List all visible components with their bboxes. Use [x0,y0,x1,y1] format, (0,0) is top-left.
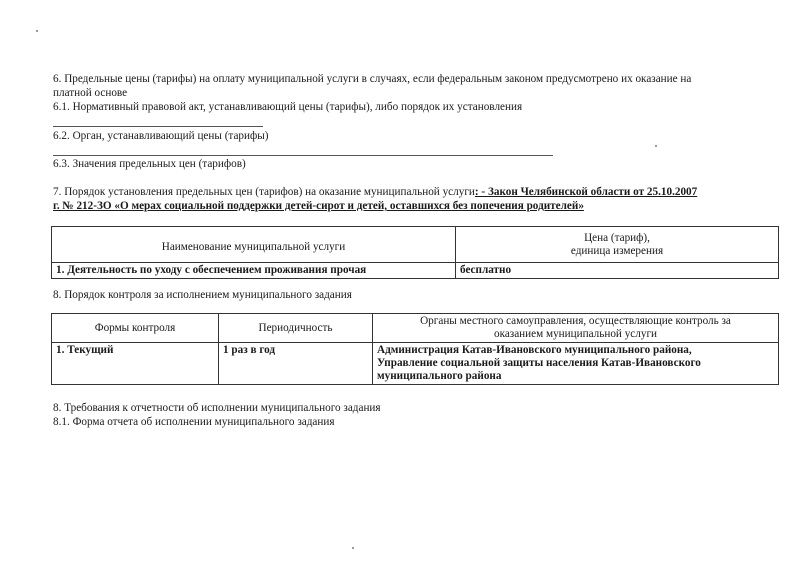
section8-title: 8. Порядок контроля за исполнением муниципального задания [53,289,352,301]
scan-speck [352,547,354,549]
control-header-organs-line1: Органы местного самоуправления, осуществляющие контроль за [420,315,731,327]
control-row-organs-line1: Администрация Катав-Ивановского муниципального района, [377,344,692,356]
control-row-period: 1 раз в год [219,343,373,385]
table-row [52,263,779,279]
section7-line1 [53,186,697,199]
section7-prefix: 7. Порядок установления предельных цен (тарифов) на оказание муниципальной услуги [53,186,475,198]
control-header-organs [373,314,779,343]
blank-line-6-2 [53,155,553,156]
price-table-header-price [456,227,779,263]
control-table-header-row [52,314,779,343]
section6-1: 6.1. Нормативный правовой акт, устанавливающий цены (тарифы), либо порядок их установления [53,101,523,113]
price-header-line1: Цена (тариф), [584,231,650,244]
control-header-organs-line2: оказанием муниципальной услуги [493,328,658,340]
price-header-line2: единица измерения [570,244,664,257]
section7-law-part1: : - Закон Челябинской области от 25.10.2007 [474,186,698,198]
price-table [51,226,779,279]
price-table-header-service: Наименование муниципальной услуги [52,227,456,263]
section6-line2: платной основе [53,87,128,99]
control-row-form: 1. Текущий [52,343,219,385]
price-table-header-row [52,227,779,263]
scan-speck [655,145,657,147]
section8-1: 8.1. Форма отчета об исполнении муниципального задания [53,416,335,428]
control-header-form: Формы контроля [52,314,219,343]
price-row-service: 1. Деятельность по уходу с обеспечением проживания прочая [52,263,456,279]
price-row-price: бесплатно [456,263,779,279]
control-row-organs-line2: Управление социальной защиты населения Катав-Ивановского [377,357,701,369]
control-row-organs [373,343,779,385]
section6-2: 6.2. Орган, устанавливающий цены (тарифы) [53,130,269,142]
section6-3: 6.3. Значения предельных цен (тарифов) [53,158,246,170]
control-header-period: Периодичность [219,314,373,343]
scan-speck [36,30,38,32]
section8-requirements: 8. Требования к отчетности об исполнении муниципального задания [53,402,381,414]
section7-law-part2: г. № 212-ЗО «О мерах социальной поддержки детей-сирот и детей, оставшихся без попечения родителей» [53,200,584,212]
section6-line1: 6. Предельные цены (тарифы) на оплату муниципальной услуги в случаях, если федеральным законом предусмотрено их оказание на [53,73,692,85]
control-row-organs-line3: муниципального района [377,370,502,382]
blank-line-6-1 [53,126,263,127]
table-row [52,343,779,385]
control-table [51,313,779,385]
